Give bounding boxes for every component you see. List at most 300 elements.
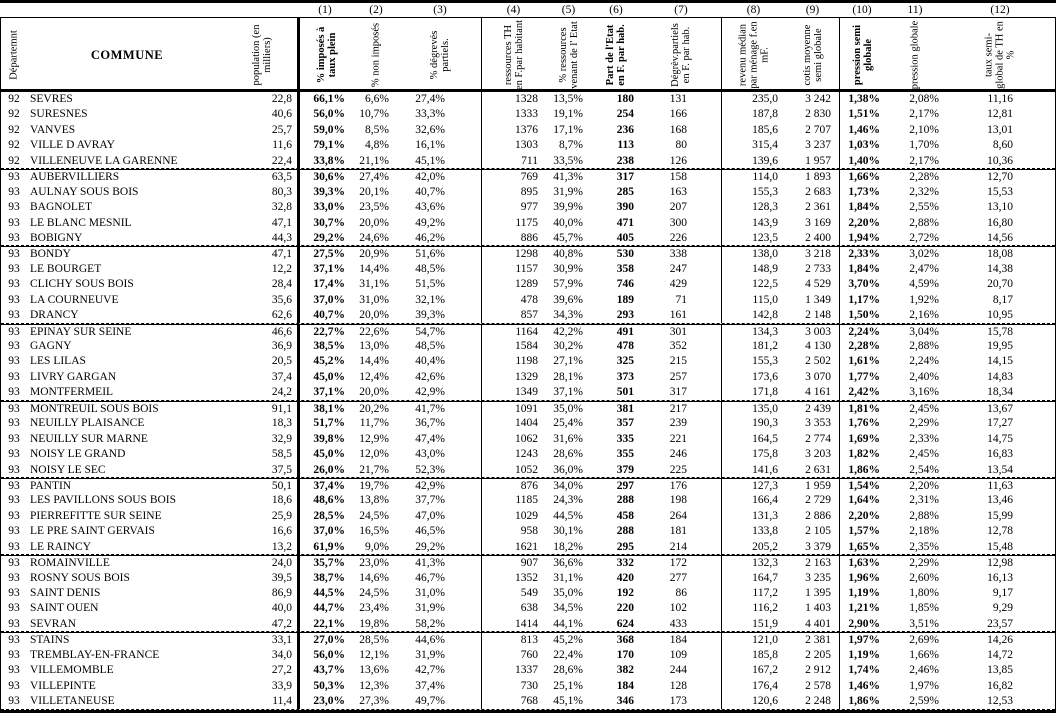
table-cell: 1,46%: [839, 679, 885, 694]
table-cell: 14,4%: [359, 262, 389, 275]
table-cell: 300: [669, 216, 687, 229]
table-cell: 45,2%: [297, 354, 353, 369]
table-cell: 13,5%: [553, 93, 583, 105]
table-cell: MONTFERMEIL: [30, 386, 114, 399]
table-cell: 1289: [481, 277, 546, 292]
table-row: [1, 432, 1055, 447]
table-cell: 352: [669, 340, 687, 352]
table-cell: 12,2: [271, 262, 292, 275]
table-cell: 1414: [481, 617, 546, 632]
table-cell: LE PRE SAINT GERVAIS: [30, 525, 155, 538]
table-cell: 12,98: [987, 557, 1013, 570]
table-cell: 2 707: [805, 123, 831, 136]
table-cell: 28,5%: [359, 634, 389, 647]
table-cell: 38,1%: [297, 402, 353, 417]
table-cell: 813: [481, 633, 546, 648]
table-cell: 12,81: [987, 108, 1013, 121]
table-cell: 9,0%: [365, 540, 389, 553]
header-column: [786, 18, 839, 92]
table-cell: EPINAY SUR SEINE: [30, 325, 132, 338]
table-cell: 142,8: [721, 308, 786, 323]
table-cell: 297: [616, 479, 634, 492]
table-cell: 244: [669, 664, 687, 677]
table-cell: 2,45%: [909, 448, 939, 461]
table-cell: AULNAY SOUS BOIS: [30, 185, 139, 198]
header-column: [546, 18, 591, 92]
table-cell: 2 502: [805, 355, 831, 368]
header-departement: Départemnt: [8, 30, 20, 80]
table-cell: 131,3: [721, 509, 786, 524]
table-cell: 1,81%: [839, 402, 885, 417]
table-cell: 35,6: [271, 293, 292, 306]
table-cell: 22,7%: [297, 325, 353, 340]
table-cell: 2,55%: [909, 201, 939, 214]
table-cell: LIVRY GARGAN: [30, 370, 117, 383]
table-cell: 2 886: [805, 509, 831, 522]
table-cell: 22,1%: [297, 617, 353, 632]
table-row: [1, 663, 1055, 678]
table-row: [1, 339, 1055, 354]
table-cell: 1,54%: [839, 479, 885, 494]
table-cell: 171,8: [721, 385, 786, 400]
table-cell: 357: [616, 417, 634, 430]
table-cell: 28,6%: [553, 448, 583, 461]
header-column: [399, 18, 481, 92]
table-cell: 293: [616, 309, 634, 322]
table-cell: 9,17: [992, 587, 1013, 599]
table-cell: 2,28%: [839, 339, 885, 354]
table-cell: 11,63: [987, 479, 1013, 492]
table-cell: 38,5%: [297, 339, 353, 354]
table-cell: 24,5%: [359, 509, 389, 522]
table-cell: 317: [616, 171, 634, 184]
table-cell: PANTIN: [30, 479, 72, 492]
table-cell: 6,6%: [365, 93, 389, 105]
table-cell: 45,2%: [553, 634, 583, 647]
table-row: [1, 416, 1055, 431]
table-cell: 109: [669, 648, 687, 661]
table-cell: 37,1%: [553, 386, 583, 399]
table-cell: 491: [616, 325, 634, 338]
table-cell: 16,80: [987, 216, 1013, 229]
table-cell: 37,1%: [297, 385, 353, 400]
table-cell: 21,7%: [359, 463, 389, 476]
table-cell: 122,5: [721, 277, 786, 292]
column-number: (3): [433, 4, 447, 16]
table-cell: 18,3: [271, 417, 292, 430]
table-body: [1, 92, 1055, 710]
table-row: [1, 107, 1055, 122]
table-cell: 2,32%: [909, 185, 939, 198]
table-cell: 23,0%: [297, 694, 353, 709]
column-numbers-row: [0, 3, 1056, 17]
table-cell: 45,1%: [553, 695, 583, 708]
table-cell: 190,3: [721, 416, 786, 431]
table-cell: 39,5: [271, 571, 292, 584]
table-cell: 44,3: [271, 231, 292, 244]
table-cell: 34,5%: [553, 602, 583, 615]
table-cell: 170: [616, 648, 634, 661]
table-cell: 93: [8, 587, 20, 599]
table-cell: 40,6: [271, 108, 292, 121]
table-cell: 433: [669, 617, 687, 630]
table-cell: 4,8%: [365, 139, 389, 152]
table-cell: 19,7%: [359, 479, 389, 492]
table-cell: 11,4: [272, 695, 292, 708]
table-cell: 176: [669, 479, 687, 492]
table-cell: 1,80%: [909, 587, 939, 599]
table-cell: 1,51%: [839, 107, 885, 122]
table-row: [1, 138, 1055, 153]
table-cell: 93: [8, 171, 20, 184]
table-cell: 1052: [481, 463, 546, 478]
table-cell: 1,19%: [839, 648, 885, 663]
table-cell: 907: [481, 556, 546, 571]
table-cell: 93: [8, 648, 20, 661]
table-cell: 13,67: [987, 402, 1013, 415]
table-cell: 18,34: [987, 386, 1013, 399]
table-cell: 11,16: [987, 93, 1013, 105]
table-cell: 91,1: [271, 402, 292, 415]
table-cell: 2,10%: [909, 123, 939, 136]
table-cell: 172: [669, 557, 687, 570]
table-cell: 44,5%: [553, 509, 583, 522]
table-cell: 3,16%: [909, 386, 939, 399]
table-cell: 93: [8, 463, 20, 476]
table-cell: GAGNY: [30, 340, 72, 352]
table-cell: 1,82%: [839, 447, 885, 462]
table-cell: 121,0: [721, 633, 786, 648]
table-cell: 1,40%: [839, 154, 885, 169]
column-number: (2): [369, 4, 383, 16]
table-cell: 13,10: [987, 201, 1013, 214]
table-cell: 37,4%: [415, 679, 445, 692]
table-cell: 2 400: [805, 231, 831, 244]
table-cell: 429: [669, 278, 687, 291]
table-cell: 1198: [481, 354, 546, 369]
table-cell: 46,5%: [415, 525, 445, 538]
table-cell: 2,24%: [909, 355, 939, 368]
table-cell: 31,9%: [415, 602, 445, 615]
column-number: (7): [674, 4, 688, 16]
table-cell: 549: [481, 586, 546, 601]
table-cell: 126: [669, 154, 687, 167]
table-cell: 164,7: [721, 571, 786, 586]
table-cell: 3 003: [805, 325, 831, 338]
table-cell: 1 959: [805, 479, 831, 492]
table-cell: 80: [675, 139, 687, 152]
table-cell: 2,29%: [909, 417, 939, 430]
table-cell: 192: [616, 587, 634, 599]
table-cell: 226: [669, 231, 687, 244]
table-cell: 34,3%: [553, 309, 583, 322]
table-cell: 25,9: [271, 509, 292, 522]
table-cell: 27,3%: [359, 695, 389, 708]
table-cell: 29,2%: [415, 540, 445, 553]
spacer: [227, 3, 297, 17]
table-cell: 2 439: [805, 402, 831, 415]
table-row: [1, 262, 1055, 277]
table-cell: 93: [8, 479, 20, 492]
table-cell: 37,4: [271, 370, 292, 383]
table-cell: 92: [8, 108, 20, 121]
table-cell: 19,8%: [359, 617, 389, 630]
table-cell: 173: [669, 695, 687, 708]
table-cell: 47,1: [271, 248, 292, 261]
table-cell: 138,0: [721, 247, 786, 262]
table-cell: SEVRAN: [30, 617, 77, 630]
table-cell: 1298: [481, 247, 546, 262]
header-column-label: revenu médian par ménage f.en mF.: [737, 21, 771, 89]
table-cell: 37,7%: [415, 494, 445, 507]
table-cell: 41,7%: [415, 402, 445, 415]
table-cell: 2 774: [805, 432, 831, 445]
table-cell: 3,70%: [839, 277, 885, 292]
table-cell: 2,33%: [839, 247, 885, 262]
table-cell: 1,73%: [839, 185, 885, 200]
table-cell: 1,92%: [909, 293, 939, 306]
header-column-label: Part de l'Etat en F. par hab.: [605, 24, 627, 86]
table-cell: 501: [616, 386, 634, 399]
table-row: [1, 354, 1055, 369]
table-cell: 1,74%: [839, 663, 885, 678]
table-cell: 1352: [481, 571, 546, 586]
table-cell: 711: [481, 154, 546, 169]
table-cell: 58,2%: [415, 617, 445, 630]
table-row: [1, 632, 1055, 647]
table-cell: 315,4: [721, 138, 786, 153]
table-cell: 151,9: [721, 617, 786, 632]
table-cell: 886: [481, 231, 546, 246]
table-cell: 2 733: [805, 262, 831, 275]
table-cell: VILLEPINTE: [30, 679, 96, 692]
table-cell: 3,04%: [909, 325, 939, 338]
table-cell: 185,8: [721, 648, 786, 663]
table-cell: 45,0%: [297, 370, 353, 385]
table-cell: 56,0%: [297, 107, 353, 122]
table-cell: 1,61%: [839, 354, 885, 369]
table-cell: CLICHY SOUS BOIS: [30, 278, 134, 291]
table-cell: 40,8%: [553, 248, 583, 261]
table-cell: 1164: [481, 325, 546, 340]
table-cell: 189: [616, 293, 634, 306]
table-cell: 235,0: [721, 92, 786, 107]
table-cell: 45,1%: [415, 154, 445, 167]
table-cell: 50,3%: [297, 679, 353, 694]
table-cell: 33,5%: [553, 154, 583, 167]
table-cell: 37,0%: [297, 524, 353, 539]
header-column-label: pression semi globale: [851, 24, 874, 86]
table-cell: 86,9: [271, 587, 292, 599]
table-cell: 32,8: [271, 201, 292, 214]
table-cell: 24,0: [271, 557, 292, 570]
table-cell: 93: [8, 432, 20, 445]
table-cell: 27,4%: [359, 171, 389, 184]
table-cell: 58,5: [271, 448, 292, 461]
table-cell: 2 105: [805, 525, 831, 538]
table-cell: 120,6: [721, 694, 786, 709]
table-cell: 382: [616, 664, 634, 677]
table-cell: 346: [616, 695, 634, 708]
table-cell: 31,1%: [359, 278, 389, 291]
table-cell: 51,6%: [415, 248, 445, 261]
table-cell: NOISY LE SEC: [30, 463, 106, 476]
table-cell: 30,9%: [553, 262, 583, 275]
table-cell: 86: [675, 587, 687, 599]
table-cell: VILLEMOMBLE: [30, 664, 114, 677]
table-cell: 93: [8, 634, 20, 647]
table-cell: 198: [669, 494, 687, 507]
table-cell: 246: [669, 448, 687, 461]
table-cell: 18,6: [271, 494, 292, 507]
header-column: [641, 18, 721, 92]
table-cell: 115,0: [721, 293, 786, 308]
table-cell: 166,4: [721, 493, 786, 508]
table-cell: 44,1%: [553, 617, 583, 630]
table-cell: 20,9%: [359, 248, 389, 261]
table-cell: SEVRES: [30, 93, 73, 105]
table-cell: 180: [616, 93, 634, 105]
table-cell: 93: [8, 602, 20, 615]
table-row: [1, 493, 1055, 508]
table-cell: 338: [669, 248, 687, 261]
table-cell: 530: [616, 248, 634, 261]
table-cell: 335: [616, 432, 634, 445]
table-row: [1, 401, 1055, 416]
table-cell: 236: [616, 123, 634, 136]
table-cell: 857: [481, 308, 546, 323]
table-cell: SAINT OUEN: [30, 602, 99, 615]
header-column-label: % imposés à taux plein: [315, 26, 338, 84]
table-cell: 27,0%: [297, 633, 353, 648]
table-cell: 45,7%: [553, 231, 583, 244]
table-cell: 12,0%: [359, 448, 389, 461]
table-cell: 40,0%: [553, 216, 583, 229]
table-cell: 1091: [481, 402, 546, 417]
table-cell: 301: [669, 325, 687, 338]
table-cell: 14,75: [987, 432, 1013, 445]
table-cell: 12,70: [987, 171, 1013, 184]
table-cell: 93: [8, 185, 20, 198]
table-cell: 46,2%: [415, 231, 445, 244]
column-number: (10): [852, 4, 872, 16]
table-cell: 2 631: [805, 463, 831, 476]
table-cell: 264: [669, 509, 687, 522]
table-cell: 123,5: [721, 231, 786, 246]
table-cell: 33,1: [271, 634, 292, 647]
table-cell: 1584: [481, 339, 546, 354]
table-cell: 2,47%: [909, 262, 939, 275]
table-cell: 22,6%: [359, 325, 389, 338]
table-cell: 2 205: [805, 648, 831, 661]
table-cell: 2,54%: [909, 463, 939, 476]
table-cell: 8,7%: [559, 139, 583, 152]
table-cell: 42,0%: [415, 171, 445, 184]
column-number: (9): [805, 4, 820, 16]
table-cell: 93: [8, 540, 20, 553]
table-cell: 80,3: [271, 185, 292, 198]
table-cell: 139,6: [721, 154, 786, 169]
table-cell: 93: [8, 571, 20, 584]
table-cell: 405: [616, 231, 634, 244]
table-cell: 2,29%: [909, 557, 939, 570]
table-cell: 42,6%: [415, 370, 445, 383]
table-cell: 458: [616, 509, 634, 522]
table-cell: 215: [669, 355, 687, 368]
table-cell: 1 957: [805, 154, 831, 167]
table-row: [1, 478, 1055, 493]
table-cell: 1303: [481, 138, 546, 153]
table-cell: BAGNOLET: [30, 201, 92, 214]
table-cell: 2,45%: [909, 402, 939, 415]
table-cell: 38,7%: [297, 571, 353, 586]
table-cell: 2,33%: [909, 432, 939, 445]
table-cell: 1,96%: [839, 571, 885, 586]
header-column-label: % ressources venant de l' Etat: [557, 21, 580, 89]
table-cell: 168: [669, 123, 687, 136]
table-cell: LA COURNEUVE: [30, 293, 119, 306]
table-cell: 27,4%: [415, 93, 445, 105]
table-row: [1, 679, 1055, 694]
table-cell: 730: [481, 679, 546, 694]
table-cell: 2,90%: [839, 617, 885, 632]
table-cell: 22,8: [271, 93, 292, 105]
table-cell: 42,7%: [415, 664, 445, 677]
table-cell: 32,1%: [415, 293, 445, 306]
table-cell: 92: [8, 93, 20, 105]
table-cell: 155,3: [721, 354, 786, 369]
table-cell: 478: [481, 293, 546, 308]
table-cell: 239: [669, 417, 687, 430]
table-cell: 2 381: [805, 634, 831, 647]
table-row: [1, 540, 1055, 555]
table-cell: 31,0%: [359, 293, 389, 306]
table-cell: 49,2%: [415, 216, 445, 229]
table-cell: 1,64%: [839, 493, 885, 508]
table-cell: 19,95: [987, 340, 1013, 352]
table-cell: 1,69%: [839, 432, 885, 447]
table-row: [1, 648, 1055, 663]
table-cell: 1,63%: [839, 556, 885, 571]
table-cell: 187,8: [721, 107, 786, 122]
column-number: 11): [907, 4, 923, 16]
table-cell: 2,46%: [909, 664, 939, 677]
table-cell: 161: [669, 309, 687, 322]
table-cell: 116,2: [721, 601, 786, 616]
table-cell: 2,88%: [909, 509, 939, 522]
table-row: [1, 694, 1055, 709]
table-cell: 16,82: [987, 679, 1013, 692]
header-column: [839, 18, 885, 92]
table-cell: 46,6: [271, 325, 292, 338]
table-cell: 14,38: [987, 262, 1013, 275]
table-cell: 1062: [481, 432, 546, 447]
table-cell: 31,9%: [553, 185, 583, 198]
table-cell: 1175: [481, 216, 546, 231]
table-cell: LE RAINCY: [30, 540, 92, 553]
table-row: [1, 231, 1055, 246]
table-cell: 57,9%: [553, 278, 583, 291]
table-cell: 4 161: [805, 386, 831, 399]
table-cell: 3 379: [805, 540, 831, 553]
table-row: [1, 370, 1055, 385]
table-cell: 15,99: [987, 509, 1013, 522]
table-cell: 10,36: [987, 154, 1013, 167]
table-cell: 133,8: [721, 524, 786, 539]
table-cell: 93: [8, 557, 20, 570]
table-cell: 113: [617, 139, 634, 152]
table-cell: 28,4: [271, 278, 292, 291]
